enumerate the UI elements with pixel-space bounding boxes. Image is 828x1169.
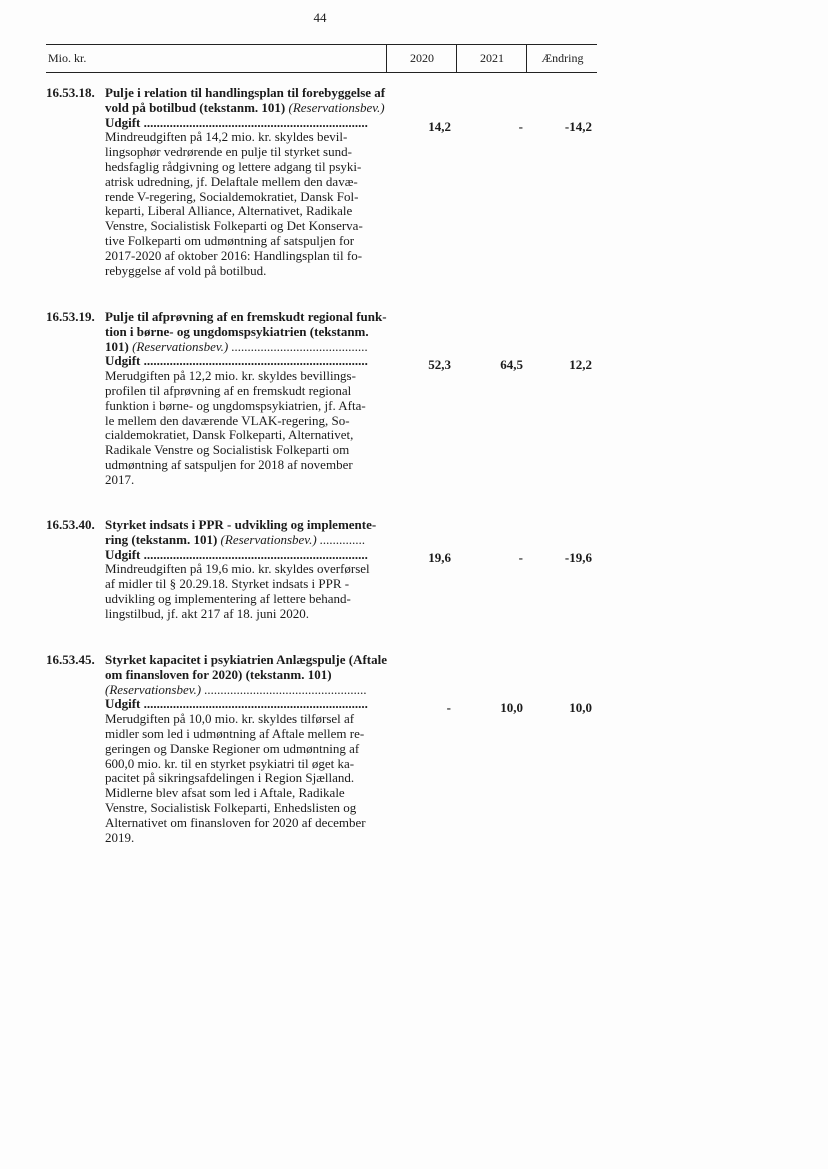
entry-description	[105, 562, 403, 621]
description-line: midler som led i udmøntning af Aftale mellem re-	[105, 725, 365, 741]
value-2020: -	[446, 700, 451, 715]
description-line: 2017.	[105, 471, 135, 487]
value-2021: -	[518, 119, 523, 134]
description-line: Alternativet om finansloven for 2020 af december	[105, 814, 366, 830]
entry-body	[105, 653, 403, 845]
title-italic: (Reservationsbev.) ..................................................	[105, 681, 367, 697]
entry-body	[105, 310, 403, 488]
title-italic: (Reservationsbev.)	[288, 99, 385, 115]
value-2021: 64,5	[500, 357, 523, 372]
value-change: 10,0	[569, 700, 592, 715]
title-line: ring (tekstanm. 101)	[105, 531, 221, 547]
description-line: tive Folkeparti om udmøntning af satspuljen for	[105, 232, 355, 248]
entry-body	[105, 518, 403, 622]
entry-number: 16.53.18.	[46, 85, 95, 100]
description-line: Merudgiften på 12,2 mio. kr. skyldes bevillings-	[105, 368, 356, 384]
udgift-label: Udgift .....................................................................	[105, 114, 368, 130]
description-line: Venstre, Socialistisk Folkeparti og Det Konserva-	[105, 218, 363, 234]
description-line: rebyggelse af vold på botilbud.	[105, 262, 267, 278]
description-line: funktion i børne- og ungdomspsykiatrien, jf. Afta-	[105, 397, 366, 413]
description-line: hedsfaglig rådgivning og lettere adgang til psyki-	[105, 158, 362, 174]
description-line: le mellem den daværende VLAK-regering, So-	[105, 412, 350, 428]
entry-number: 16.53.45.	[46, 652, 95, 667]
description-line: pacitet på sikringsafdelingen i Region Sjælland.	[105, 770, 355, 786]
change-header: Ændring	[526, 45, 598, 72]
description-line: Mindreudgiften på 14,2 mio. kr. skyldes bevil-	[105, 129, 348, 145]
description-line: Midlerne blev afsat som led i Aftale, Radikale	[105, 785, 345, 801]
entry-number: 16.53.40.	[46, 517, 95, 532]
year-2021-header: 2021	[456, 45, 527, 72]
title-line: om finansloven for 2020) (tekstanm. 101)	[105, 666, 332, 682]
description-line: atrisk udredning, jf. Delaftale mellem den davæ-	[105, 173, 358, 189]
entry-title	[105, 86, 403, 116]
entry-body	[105, 86, 403, 278]
description-line: geringen og Danske Regioner om udmøntning af	[105, 740, 360, 756]
description-line: profilen til afprøvning af en fremskudt regional	[105, 382, 352, 398]
title-line: Pulje til afprøvning af en fremskudt regional funk-	[105, 309, 387, 324]
value-2021: -	[518, 550, 523, 565]
description-line: rende V-regering, Socialdemokratiet, Dansk Fol-	[105, 188, 359, 204]
description-line: Merudgiften på 10,0 mio. kr. skyldes tilførsel af	[105, 711, 355, 727]
description-line: Mindreudgiften på 19,6 mio. kr. skyldes overførsel	[105, 561, 370, 577]
description-line: cialdemokratiet, Dansk Folkeparti, Alternativet,	[105, 427, 354, 443]
entry-title	[105, 653, 403, 697]
year-2020-header: 2020	[386, 45, 457, 72]
udgift-label: Udgift .....................................................................	[105, 546, 368, 562]
value-change: -14,2	[564, 119, 592, 134]
description-line: udvikling og implementering af lettere behand-	[105, 590, 351, 606]
description-line: af midler til § 20.29.18. Styrket indsats i PPR -	[105, 576, 350, 592]
title-line: vold på botilbud (tekstanm. 101)	[105, 99, 289, 115]
value-2020: 52,3	[428, 357, 451, 372]
value-2020: 19,6	[428, 550, 451, 565]
entry-title	[105, 518, 403, 548]
entry-description	[105, 130, 403, 278]
description-line: lingstilbud, jf. akt 217 af 18. juni 2020.	[105, 605, 310, 621]
description-line: Venstre, Socialistisk Folkeparti, Enhedslisten og	[105, 799, 357, 815]
title-line: 101)	[105, 338, 133, 354]
description-line: udmøntning af satspuljen for 2018 af november	[105, 456, 353, 472]
table-header	[46, 44, 597, 73]
entry-description	[105, 369, 403, 487]
unit-label: Mio. kr.	[48, 51, 87, 65]
description-line: 2017-2020 af oktober 2016: Handlingsplan til fo-	[105, 247, 363, 263]
description-line: keparti, Liberal Alliance, Alternativet, Radikale	[105, 203, 353, 219]
udgift-label: Udgift .....................................................................	[105, 353, 368, 369]
value-2020: 14,2	[428, 119, 451, 134]
entry-number: 16.53.19.	[46, 309, 95, 324]
title-line: Styrket kapacitet i psykiatrien Anlægspulje (Aftale	[105, 652, 388, 667]
entry-title	[105, 310, 403, 354]
entry-description	[105, 712, 403, 845]
description-line: lingsophør vedrørende en pulje til styrket sund-	[105, 144, 352, 160]
title-italic: (Reservationsbev.) ..............	[220, 531, 366, 547]
title-line: Styrket indsats i PPR - udvikling og implemente-	[105, 517, 377, 532]
page-number: 44	[313, 10, 327, 25]
description-line: Radikale Venstre og Socialistisk Folkeparti om	[105, 442, 350, 458]
title-line: Pulje i relation til handlingsplan til forebyggelse af	[105, 85, 386, 100]
value-2021: 10,0	[500, 700, 523, 715]
title-italic: (Reservationsbev.) ..........................................	[132, 338, 368, 354]
description-line: 600,0 mio. kr. til en styrket psykiatri til øget ka-	[105, 755, 355, 771]
description-line: 2019.	[105, 829, 135, 845]
title-line: tion i børne- og ungdomspsykiatrien (tekstanm.	[105, 323, 369, 339]
value-change: -19,6	[564, 550, 592, 565]
value-change: 12,2	[569, 357, 592, 372]
udgift-label: Udgift .....................................................................	[105, 696, 368, 712]
